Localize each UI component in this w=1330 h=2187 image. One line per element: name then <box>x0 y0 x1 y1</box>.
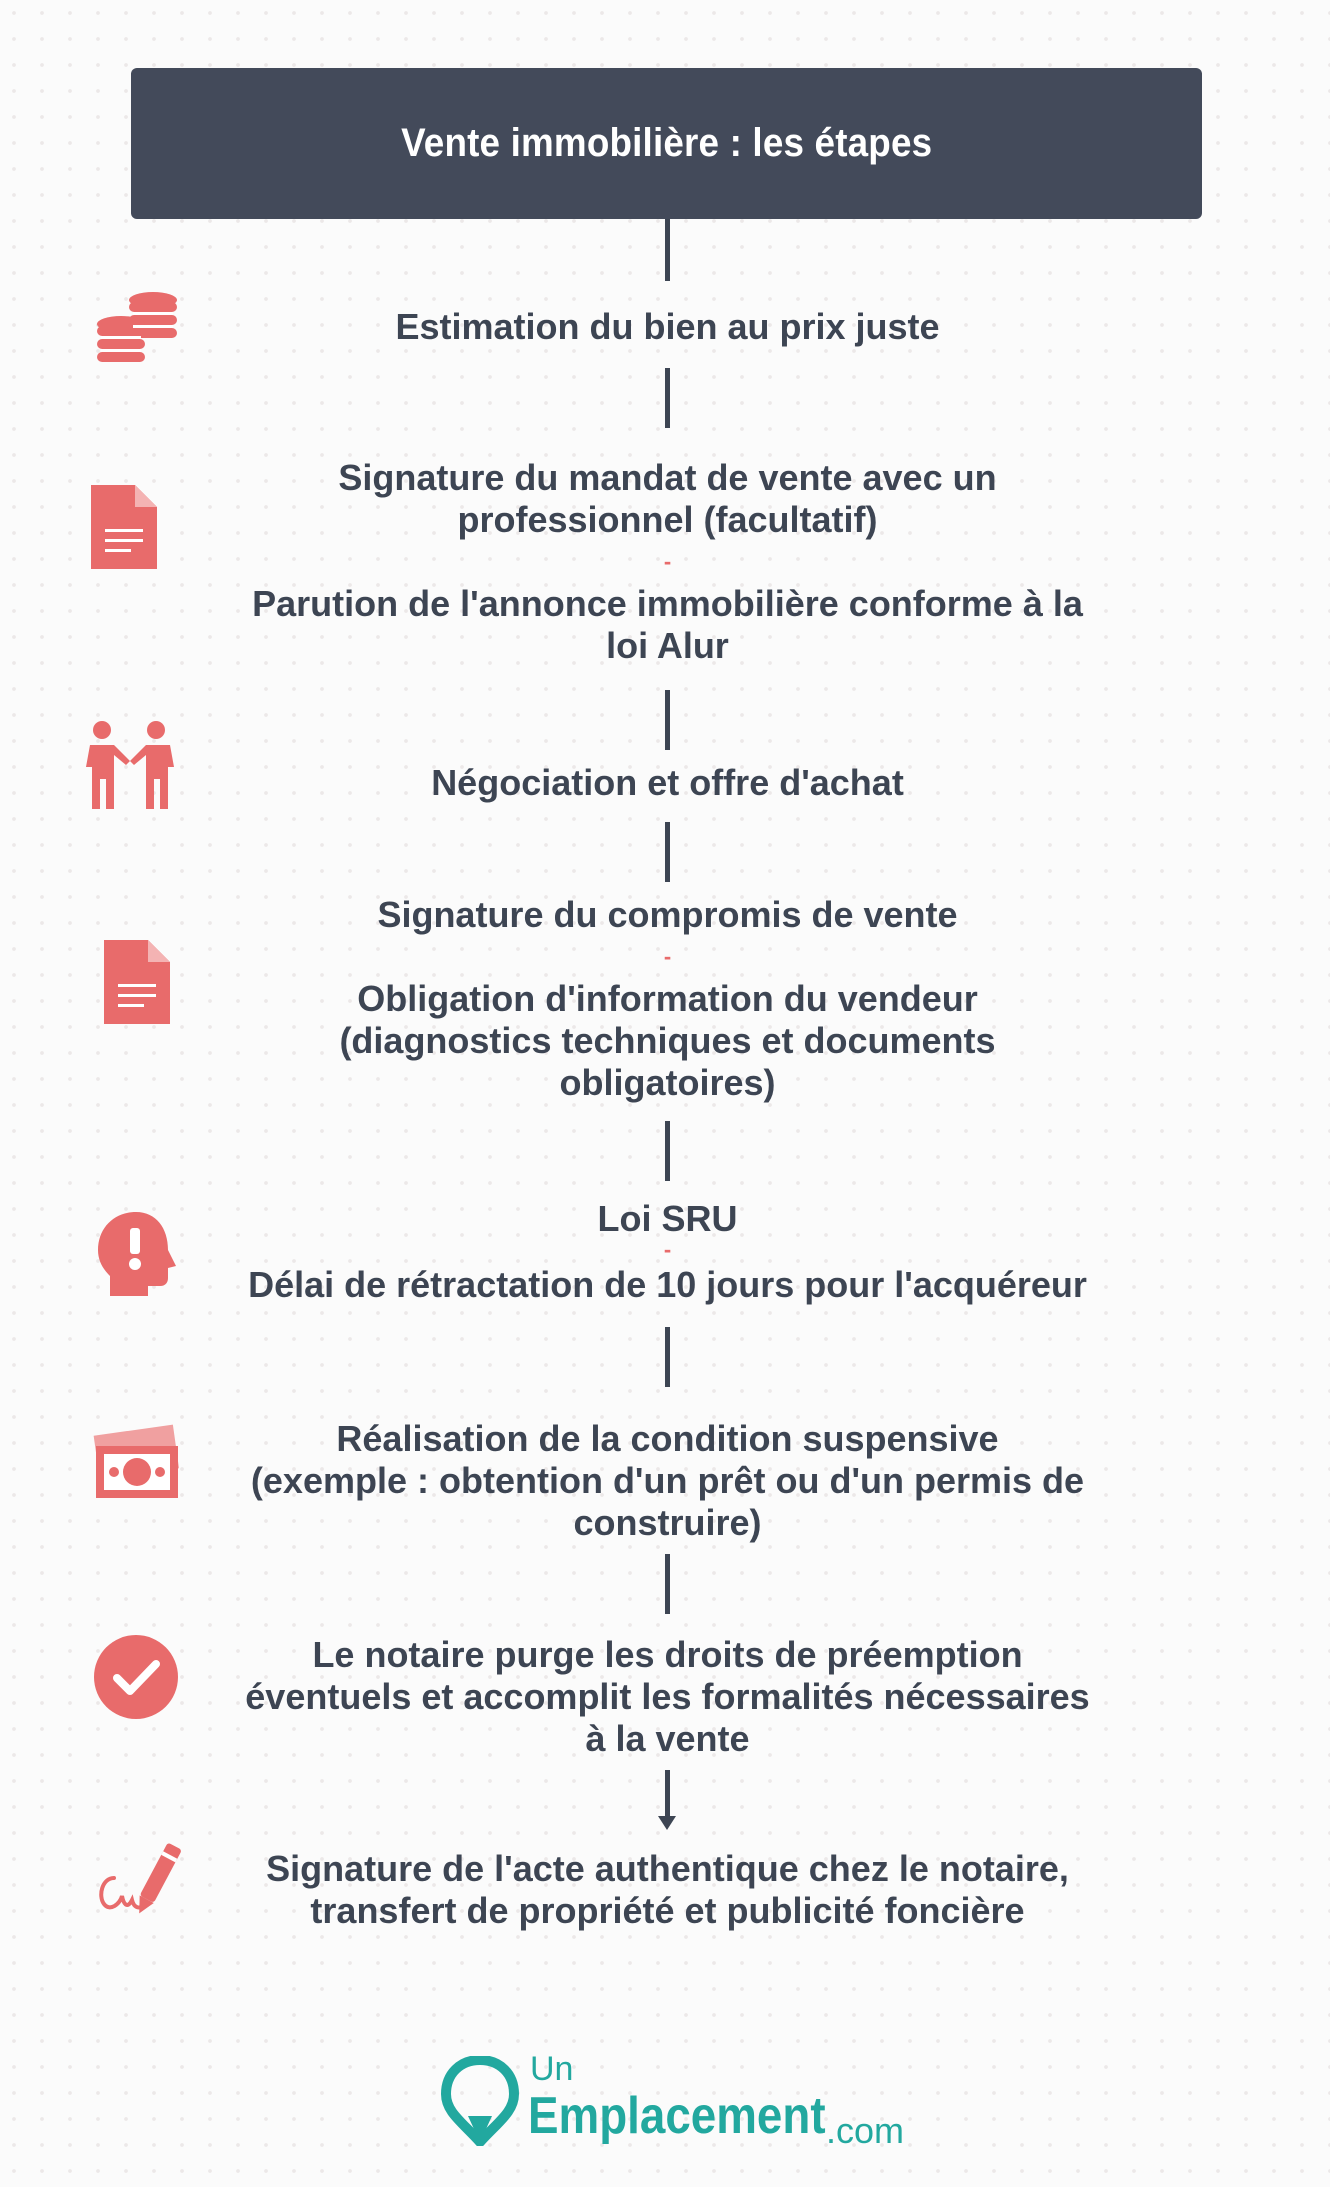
step-line: Loi SRU <box>597 1198 738 1239</box>
check-circle-icon <box>93 1634 179 1720</box>
connector-line <box>665 1554 670 1614</box>
step-line: professionnel (facultatif) <box>457 499 878 540</box>
coins-icon <box>93 288 181 372</box>
step-line: Le notaire purge les droits de préemption <box>312 1634 1023 1675</box>
step-1-text <box>210 306 1125 348</box>
step-5-separator <box>210 1236 1125 1264</box>
connector-line <box>665 1121 670 1181</box>
step-line: Réalisation de la condition suspensive <box>336 1418 999 1459</box>
connector-arrow-line <box>665 1770 670 1818</box>
page-title-banner <box>131 68 1202 219</box>
step-8-text <box>210 1848 1125 1932</box>
connector-line <box>665 690 670 750</box>
step-line: à la vente <box>585 1718 750 1759</box>
location-pin-icon <box>440 2056 520 2146</box>
step-line: éventuels et accomplit les formalités nécessaires <box>245 1676 1090 1717</box>
connector-line <box>665 822 670 882</box>
step-4-text <box>210 894 1125 1104</box>
step-7-text <box>210 1634 1125 1760</box>
step-3-text <box>210 762 1125 804</box>
step-line: Signature de l'acte authentique chez le notaire, <box>266 1848 1069 1889</box>
head-alert-icon <box>96 1210 180 1296</box>
logo-suffix: .com <box>826 2110 905 2151</box>
step-5-detail <box>210 1264 1125 1306</box>
step-line: loi Alur <box>606 625 729 666</box>
document-icon <box>91 485 157 569</box>
arrowhead <box>658 1816 676 1830</box>
step-line: Obligation d'information du vendeur <box>357 978 978 1019</box>
logo-prefix: Un <box>530 2050 574 2088</box>
logo-main-text: Emplacement <box>528 2087 826 2145</box>
page-title: Vente immobilière : les étapes <box>400 121 933 165</box>
document-icon <box>104 940 170 1024</box>
money-icon <box>92 1424 182 1504</box>
step-separator: - <box>663 1237 672 1262</box>
step-line: Signature du mandat de vente avec un <box>338 457 997 498</box>
handshake-people-icon <box>84 721 176 809</box>
step-6-text <box>210 1418 1125 1544</box>
step-line: Estimation du bien au prix juste <box>395 306 940 347</box>
step-line: (exemple : obtention d'un prêt ou d'un permis de <box>250 1460 1085 1501</box>
step-line: Parution de l'annonce immobilière conforme à la <box>252 583 1083 624</box>
connector-line <box>665 219 670 281</box>
step-separator: - <box>663 944 672 969</box>
connector-line <box>665 368 670 428</box>
step-separator: - <box>663 549 672 574</box>
step-2-text <box>210 457 1125 667</box>
connector-line <box>665 1327 670 1387</box>
step-5-text <box>210 1198 1125 1240</box>
step-line: construire) <box>573 1502 762 1543</box>
step-line: Négociation et offre d'achat <box>431 762 904 803</box>
step-line: (diagnostics techniques et documents <box>339 1020 996 1061</box>
step-line: obligatoires) <box>559 1062 776 1103</box>
step-line: transfert de propriété et publicité foncière <box>310 1890 1025 1931</box>
step-line: Signature du compromis de vente <box>377 894 958 935</box>
step-line: Délai de rétractation de 10 jours pour l'acquéreur <box>248 1264 1087 1305</box>
brand-logo <box>440 2050 905 2151</box>
signature-pen-icon <box>92 1838 182 1924</box>
